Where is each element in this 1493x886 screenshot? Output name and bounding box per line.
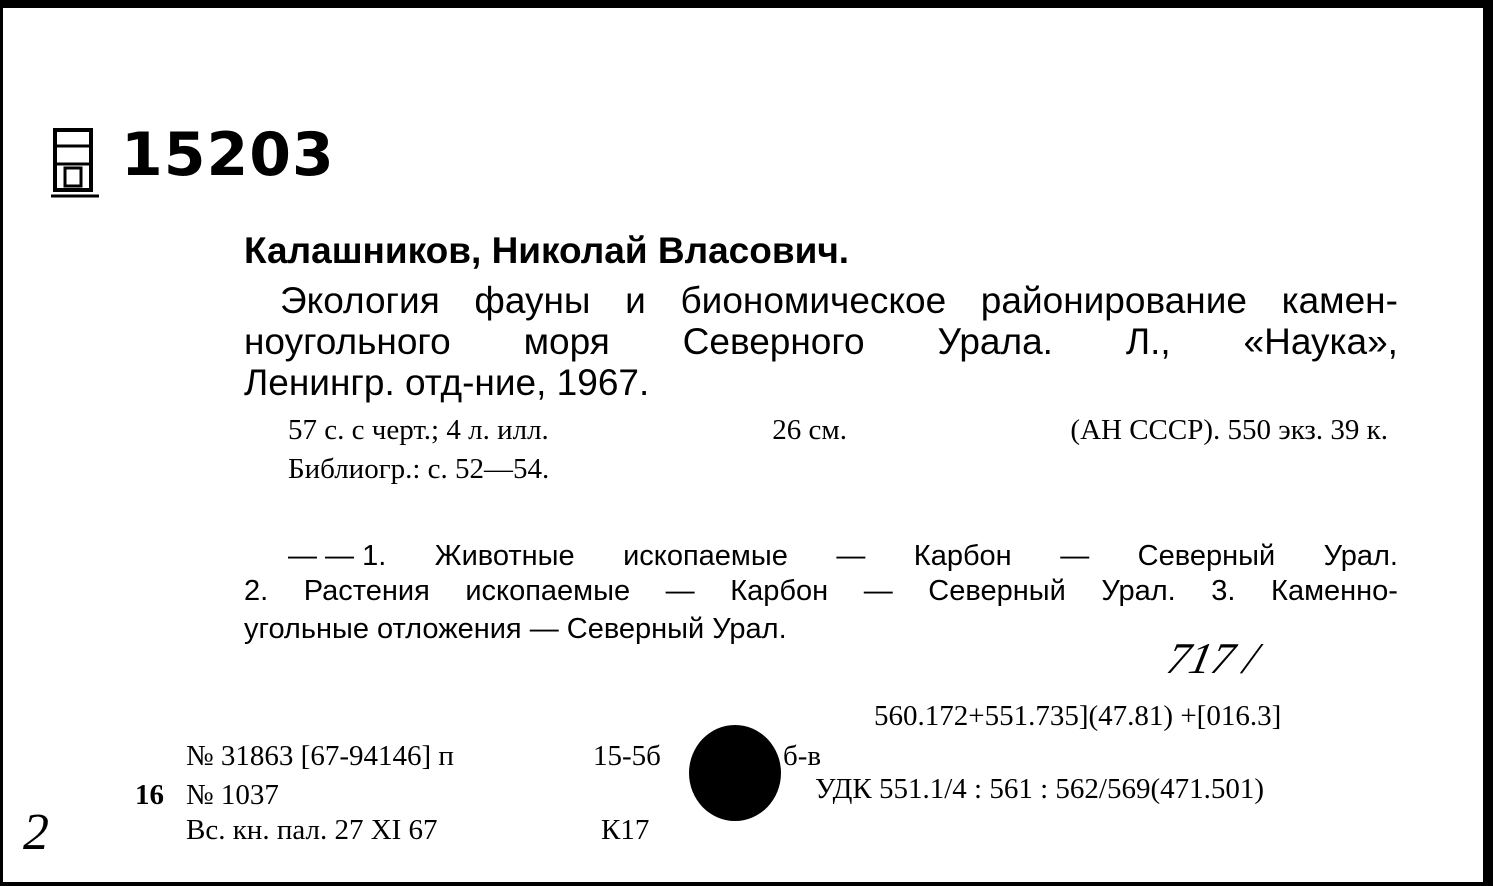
subject-word: — [665, 575, 695, 607]
subject-word: — [1060, 540, 1090, 572]
subject-word: Урал. [1101, 575, 1176, 607]
subject-word: Карбон [730, 575, 829, 607]
catalog-code-right: б-в [783, 740, 822, 772]
pagination: 57 с. с черт.; 4 л. илл. [288, 414, 549, 446]
title-word: моря [523, 321, 610, 362]
title-word: Экология [280, 280, 440, 321]
subject-word: Северный [928, 575, 1066, 607]
subject-word: 3. [1211, 575, 1236, 607]
subject-word: 2. [244, 575, 269, 607]
card-punch-hole [689, 725, 781, 821]
title-word: камен- [1281, 280, 1398, 321]
catalog-code-2: К17 [601, 814, 650, 846]
subject-word: Каменно- [1271, 575, 1398, 607]
subject-word: Северный [1137, 540, 1276, 572]
subject-word: Карбон [913, 540, 1012, 572]
size: 26 см. [772, 414, 847, 446]
title-word: ноугольного [244, 321, 451, 362]
book-chamber-stamp: Вс. кн. пал. 27 XI 67 [186, 814, 438, 846]
subject-word: ископаемые [623, 540, 788, 572]
title-line-3: Ленингр. отд-ние, 1967. [244, 362, 650, 403]
handwritten-corner-mark: 2 [23, 804, 49, 861]
accession-number-2: № 1037 [186, 779, 279, 811]
title-word: «Наука», [1243, 321, 1398, 362]
subject-word: — [836, 540, 866, 572]
card-number: 15203 [121, 120, 335, 190]
title-line-1 [280, 280, 1398, 321]
subject-word: ископаемые [465, 575, 631, 607]
handwritten-note: 717 / [1162, 634, 1263, 683]
title-word: Л., [1125, 321, 1171, 362]
udk-classification: УДК 551.1/4 : 561 : 562/569(471.501) [815, 773, 1265, 805]
title-word: районирование [980, 280, 1247, 321]
title-word: фауны [474, 280, 591, 321]
accession-number: № 31863 [67-94146] п [186, 740, 454, 772]
title-word: Северного [682, 321, 865, 362]
subject-line-2 [244, 575, 1398, 608]
subject-word: — — 1. [288, 540, 387, 572]
subject-word: Урал. [1323, 540, 1398, 572]
series-and-price: (АН СССР). 550 экз. 39 к. [1070, 414, 1388, 446]
title-word: и [625, 280, 646, 321]
copies-count: 16 [135, 779, 164, 811]
catalog-code-left: 15-5б [593, 740, 661, 772]
catalog-stamp-mark [51, 126, 103, 200]
subject-line-1 [288, 540, 1398, 573]
title-word: биономическое [680, 280, 947, 321]
author-heading: Калашников, Николай Власович. [244, 230, 850, 271]
subject-word: — [863, 575, 893, 607]
bbk-classification: 560.172+551.735](47.81) +[016.3] [874, 700, 1282, 732]
title-word: Урала. [937, 321, 1053, 362]
title-line-2 [244, 321, 1398, 362]
physical-description [288, 414, 1388, 447]
bibliography-note: Библиогр.: с. 52—54. [288, 453, 550, 485]
subject-word: Растения [303, 575, 430, 607]
subject-word: Животные [434, 540, 575, 572]
subject-line-3: угольные отложения — Северный Урал. [244, 613, 787, 645]
